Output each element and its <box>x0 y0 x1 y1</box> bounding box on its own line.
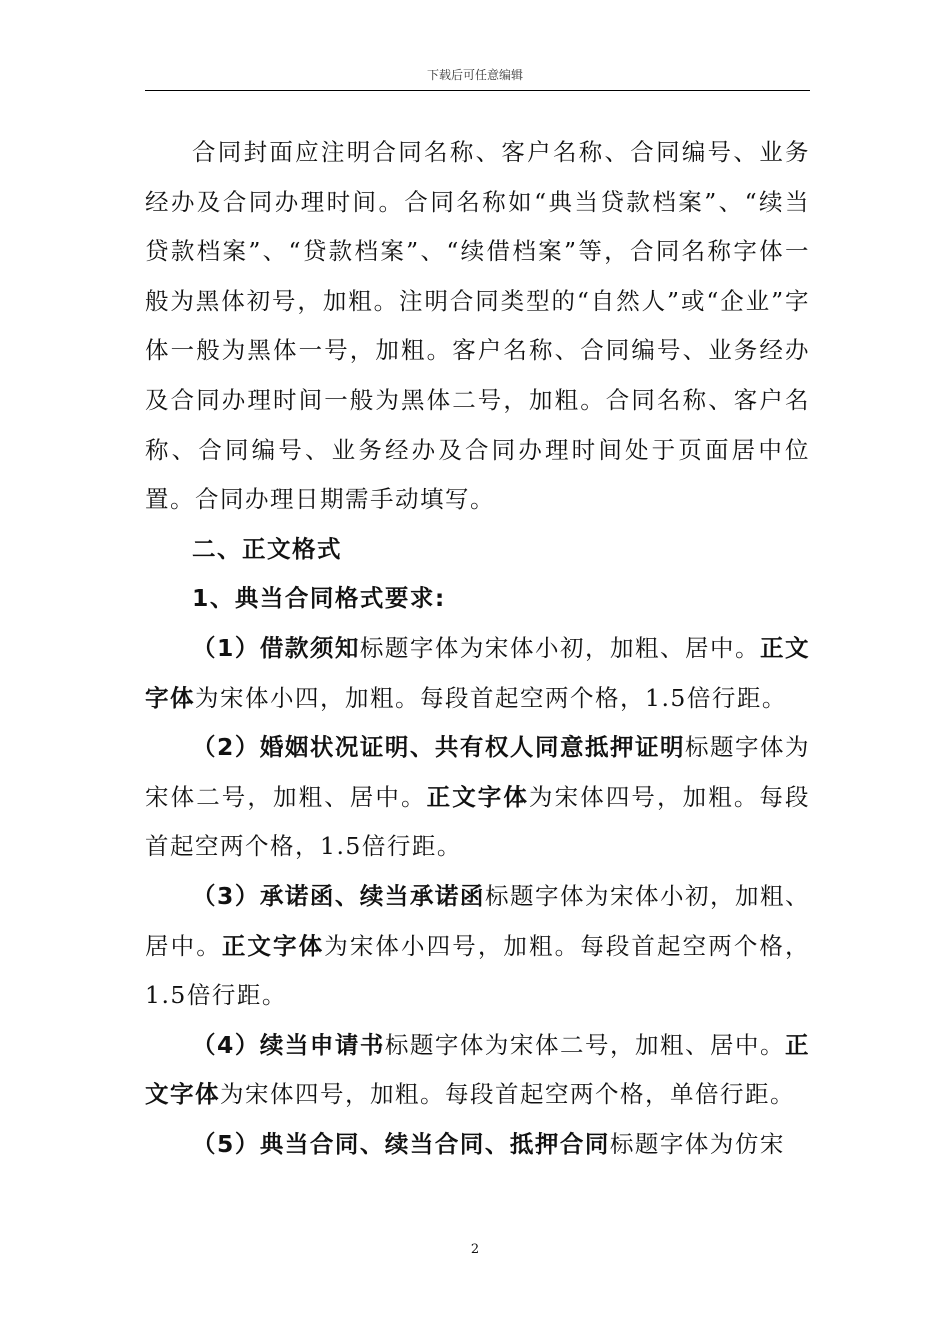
item-text: 为宋体四号，加粗。每段首起空两个格，1.5倍行距。 <box>145 782 811 861</box>
item-number: （2） <box>192 733 260 762</box>
item-title: 借款须知 <box>259 633 360 662</box>
item-text: 标题字体为宋体二号，加粗、居中。 <box>384 1030 785 1059</box>
item-text: 为宋体小四，加粗。每段首起空两个格，1.5倍行距。 <box>195 683 787 712</box>
item-text: 标题字体为宋体小初，加粗、居中。 <box>145 881 811 960</box>
item-bold-label: 正文字体 <box>221 931 325 960</box>
item-number: （4） <box>192 1030 260 1059</box>
document-body <box>145 128 810 1169</box>
page-number: 2 <box>470 1242 480 1257</box>
item-number: （3） <box>192 881 260 910</box>
item-title: 婚姻状况证明、共有权人同意抵押证明 <box>259 733 685 762</box>
item-text: 为宋体四号，加粗。每段首起空两个格，单倍行距。 <box>220 1080 795 1109</box>
subsection-heading: 1、典当合同格式要求: <box>192 584 446 613</box>
cover-paragraph: 合同封面应注明合同名称、客户名称、合同编号、业务经办及合同办理时间。合同名称如“典当贷款档案”、“续当贷款档案”、“贷款档案”、“续借档案”等，合同名称字体一般为黑体初号，加粗。注明合同类型的“自然人”或“企业”字体一般为黑体一号，加粗。客户名称、合同编号、业务经办及合同办理时间一般为黑体二号，加粗。合同名称、客户名称、合同编号、业务经办及合同办理时间处于页面居中位置。合同办理日期需手动填写。 <box>145 138 810 514</box>
item-title: 续当申请书 <box>259 1030 385 1059</box>
section-heading: 二、正文格式 <box>192 534 342 563</box>
item-paragraph <box>145 624 810 723</box>
item-text: 标题字体为宋体二号，加粗、居中。 <box>145 733 811 811</box>
item-bold-label: 正文字体 <box>426 782 530 811</box>
item-text: 为宋体小四号，加粗。每段首起空两个格，1.5倍行距。 <box>145 931 811 1010</box>
item-bold-label: 正文字体 <box>145 1030 810 1109</box>
item-title: 典当合同、续当合同、抵押合同 <box>259 1129 610 1158</box>
item-bold-label: 正文字体 <box>145 633 811 712</box>
item-paragraph <box>145 872 810 1021</box>
item-number: （1） <box>192 633 260 662</box>
page-header: 下载后可任意编辑 <box>426 68 523 82</box>
item-paragraph <box>145 723 810 872</box>
item-paragraph <box>145 1120 810 1170</box>
item-text: 标题字体为宋体小初，加粗、居中。 <box>359 633 760 662</box>
item-title: 承诺函、续当承诺函 <box>259 881 485 910</box>
item-text: 标题字体为仿宋 <box>609 1129 785 1158</box>
header-divider <box>145 90 810 91</box>
item-number: （5） <box>192 1129 260 1158</box>
item-paragraph <box>145 1021 810 1120</box>
